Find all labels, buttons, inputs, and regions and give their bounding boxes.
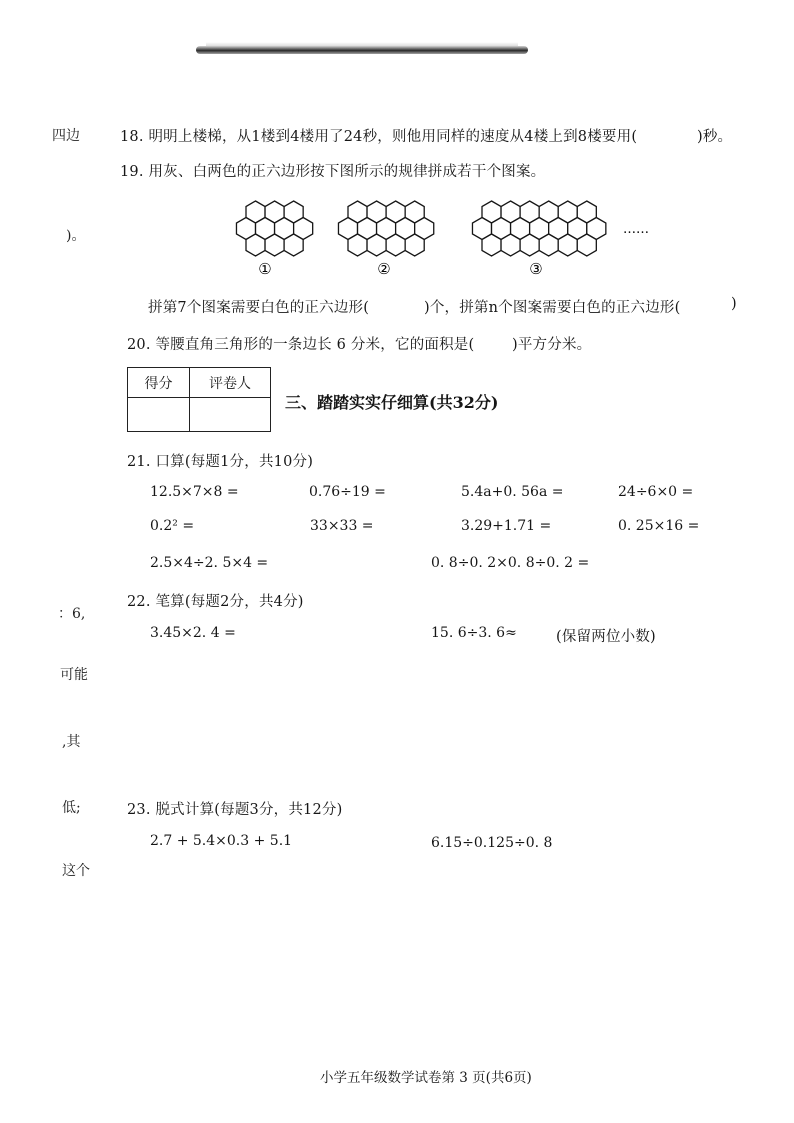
question-23-title: 23. 脱式计算(每题3分，共12分) <box>127 802 343 818</box>
margin-fragment: 四边 <box>52 128 80 144</box>
score-header: 得分 <box>128 368 190 398</box>
question-19-fill-3: ) <box>731 296 737 312</box>
oral-calc-item: 2.5×4÷2. 5×4 = <box>150 555 269 571</box>
written-calc-item: 3.45×2. 4 = <box>150 625 236 641</box>
step-calc-item: 6.15÷0.125÷0. 8 <box>431 835 553 851</box>
score-table <box>127 367 271 432</box>
step-calc-item: 2.7 + 5.4×0.3 + 5.1 <box>150 833 293 849</box>
figure-label-3: ③ <box>529 260 543 278</box>
grader-header: 评卷人 <box>190 368 271 398</box>
margin-fragment: 低; <box>62 800 81 816</box>
margin-fragment: )。 <box>66 228 86 244</box>
figure-label-2: ② <box>377 260 391 278</box>
grader-cell[interactable] <box>190 398 271 432</box>
hexagon-cell <box>367 234 386 256</box>
hexagon-cell <box>482 234 501 256</box>
hexagon-cell <box>577 234 596 256</box>
figure-label-1: ① <box>258 260 272 278</box>
oral-calc-item: 3.29+1.71 = <box>461 518 552 534</box>
oral-calc-item: 0.76÷19 = <box>309 484 386 500</box>
oral-calc-item: 12.5×7×8 = <box>150 484 239 500</box>
question-19-fill-1: 拼第7个图案需要白色的正六边形( <box>148 300 370 316</box>
hexagon-cell <box>348 234 367 256</box>
hexagon-cell <box>539 234 558 256</box>
oral-calc-item: 33×33 = <box>310 518 374 534</box>
oral-calc-item: 0. 8÷0. 2×0. 8÷0. 2 = <box>431 555 590 571</box>
hexagon-cell <box>520 234 539 256</box>
margin-fragment: 可能 <box>60 667 88 683</box>
oral-calc-item: 24÷6×0 = <box>618 484 694 500</box>
question-18-tail: )秒。 <box>697 129 733 145</box>
scan-artifact-bar <box>196 46 528 54</box>
hexagon-pattern-3-icon <box>472 201 605 256</box>
oral-calc-item: 0. 25×16 = <box>618 518 700 534</box>
hexagon-cell <box>501 234 520 256</box>
continuation-dots: …… <box>623 222 649 237</box>
question-18: 18. 明明上楼梯，从1楼到4楼用了24秒，则他用同样的速度从4楼上到8楼要用( <box>120 129 638 145</box>
oral-calc-item: 0.2² = <box>150 518 195 534</box>
margin-fragment: ：6, <box>58 606 86 622</box>
question-20-tail: )平方分米。 <box>512 337 592 353</box>
oral-calc-item: 5.4a+0. 56a = <box>461 484 564 500</box>
hexagon-cell <box>405 234 424 256</box>
margin-fragment: ,其 <box>62 734 81 750</box>
question-21-title: 21. 口算(每题1分，共10分) <box>127 454 314 470</box>
hexagon-cell <box>386 234 405 256</box>
hexagon-cell <box>284 234 303 256</box>
score-cell[interactable] <box>128 398 190 432</box>
page-footer: 小学五年级数学试卷第 3 页(共6页) <box>320 1070 532 1086</box>
hexagon-cell <box>246 234 265 256</box>
hexagon-cell <box>558 234 577 256</box>
hexagon-cell <box>265 234 284 256</box>
margin-fragment: 这个 <box>62 863 90 879</box>
question-20: 20. 等腰直角三角形的一条边长 6 分米，它的面积是( <box>127 337 475 353</box>
hexagon-figures <box>228 193 668 283</box>
hexagon-pattern-2-icon <box>338 201 433 256</box>
question-19: 19. 用灰、白两色的正六边形按下图所示的规律拼成若干个图案。 <box>120 164 546 180</box>
question-22-title: 22. 笔算(每题2分，共4分) <box>127 594 304 610</box>
rounding-note: (保留两位小数) <box>556 629 656 645</box>
written-calc-item: 15. 6÷3. 6≈ <box>431 625 517 641</box>
question-19-fill-2: )个，拼第n个图案需要白色的正六边形( <box>424 300 681 316</box>
section-3-title: 三、踏踏实实仔细算(共32分) <box>285 393 499 412</box>
hexagon-pattern-1-icon <box>236 201 312 256</box>
